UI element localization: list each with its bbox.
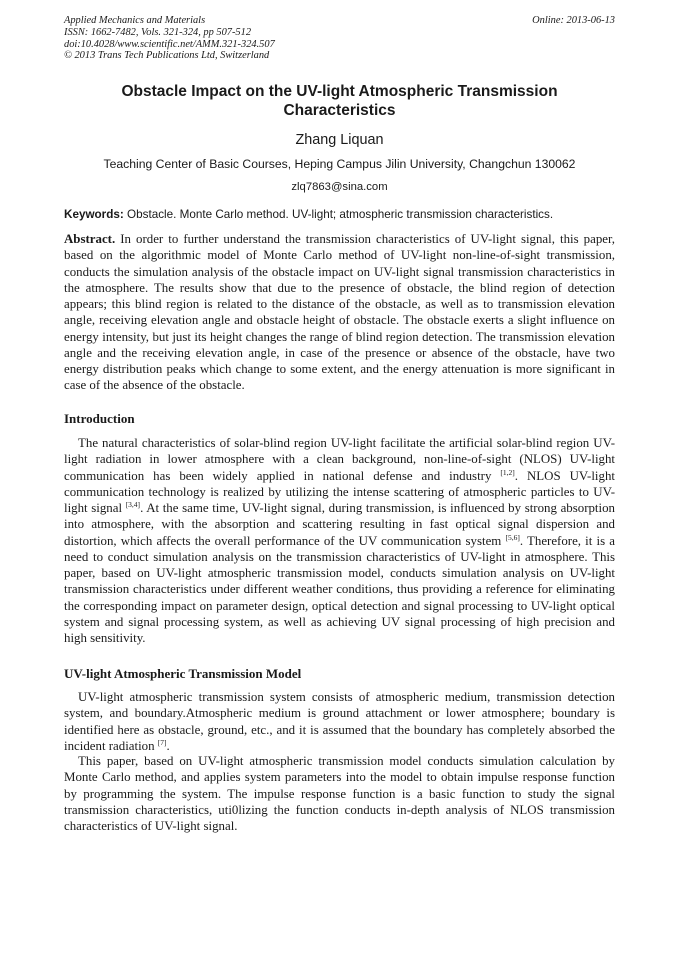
journal-name: Applied Mechanics and Materials bbox=[64, 15, 206, 26]
author-name: Zhang Liquan bbox=[295, 132, 384, 148]
author-email: zlq7863@sina.com bbox=[291, 181, 388, 193]
model-p2-text: This paper, based on UV-light atmospheric transmission model conducts simulation calculation by Monte Carlo method, and applies system parameters into the model to obtain impulse response function by programming the system. The impulse response function is a basic function to study the signal transmission characteristics, uti0lizing the function conducts in-depth analysis of NLOS transmission characteristics of UV-light signal. bbox=[64, 754, 615, 833]
journal-header bbox=[64, 15, 615, 62]
online-date: Online: 2013-06-13 bbox=[532, 15, 615, 26]
model-paragraph-2 bbox=[64, 753, 615, 834]
intro-text-1: The natural characteristics of solar-blind region UV-light facilitate the artificial solar-blind region UV-light radiation in lower atmosphere with a clean background, non-line-of-sight (NLOS) UV-light communication has been widely applied in national defense and industry bbox=[64, 436, 615, 483]
abstract-label: Abstract. bbox=[64, 232, 116, 246]
title-line-2: Characteristics bbox=[283, 102, 396, 119]
model-p1-text-1: UV-light atmospheric transmission system consists of atmospheric medium, transmission detection system, and boundary.Atmospheric medium is ground attachment or lower atmosphere; boundary is identified here as obstacle, ground, etc., and it is assumed that the boundary has completely absorbed the incident radiation bbox=[64, 690, 615, 753]
title-line-1: Obstacle Impact on the UV-light Atmospheric Transmission bbox=[121, 83, 558, 100]
citation-1: [1,2] bbox=[500, 467, 515, 477]
abstract-text: In order to further understand the transmission characteristics of UV-light signal, this paper, based on the algorithmic model of Monte Carlo method of UV-light non-line-of-sight transmission, conducts the simulation analysis of the obstacle impact on UV-light signal transmission characteristics in the atmosphere. The results show that due to the presence of obstacle, the blind region of detection appears; this blind region is related to the distance of the obstacle, as well as to transmission elevation angle, receiving elevation angle and obstacle height of obstacle. The obstacle exerts a slight influence on energy intensity, but just its height changes the range of blind region detection. The transmission elevation angle and the receiving elevation angle, in case of the presence or absence of the obstacle, have two energy distribution peaks which change to some extent, and the energy attenuation is more significant in case of the absence of the obstacle. bbox=[64, 232, 615, 393]
intro-text-4: . Therefore, it is a need to conduct simulation analysis on the transmission characteristics of UV-light in atmosphere. This paper, based on UV-light atmospheric transmission model, conducts simulation analysis on UV-light transmission characteristics under different weather conditions, thus providing a reference for eliminating the corresponding impact on parameter design, optical detection and signal processing to UV-light optical system and signal processing system, as well as achieving UV signal processing of high precision and high sensitivity. bbox=[64, 533, 615, 645]
model-heading: UV-light Atmospheric Transmission Model bbox=[64, 666, 302, 681]
model-paragraph-1 bbox=[64, 689, 615, 754]
model-p1-text-2: . bbox=[166, 738, 170, 753]
introduction-paragraph bbox=[64, 435, 615, 646]
citation-4: [7] bbox=[157, 737, 167, 747]
intro-text-3: . At the same time, UV-light signal, during transmission, is influenced by strong absorption into atmosphere, with the absorption and scattering resulting in fast optical signal dispersion and distortion, which affects the overall performance of the UV communication system bbox=[64, 501, 615, 548]
issn-line: ISSN: 1662-7482, Vols. 321-324, pp 507-512 bbox=[64, 26, 252, 38]
keywords-text: Obstacle. Monte Carlo method. UV-light; atmospheric transmission characteristics. bbox=[123, 208, 554, 221]
citation-3: [5,6] bbox=[505, 532, 520, 542]
paper-title bbox=[64, 82, 615, 120]
doi-line: doi:10.4028/www.scientific.net/AMM.321-324.507 bbox=[64, 38, 275, 50]
intro-text-2: . NLOS UV-light communication technology is realized by utilizing the intense scattering of atmospheric particles to UV-light signal bbox=[64, 468, 615, 515]
copyright-line: © 2013 Trans Tech Publications Ltd, Switzerland bbox=[64, 50, 270, 62]
citation-2: [3,4] bbox=[125, 500, 141, 509]
introduction-heading: Introduction bbox=[64, 411, 135, 426]
abstract bbox=[64, 231, 615, 394]
keywords bbox=[64, 207, 615, 222]
author-affiliation: Teaching Center of Basic Courses, Heping Campus Jilin University, Changchun 130062 bbox=[103, 157, 576, 171]
keywords-label: Keywords: bbox=[64, 208, 124, 221]
